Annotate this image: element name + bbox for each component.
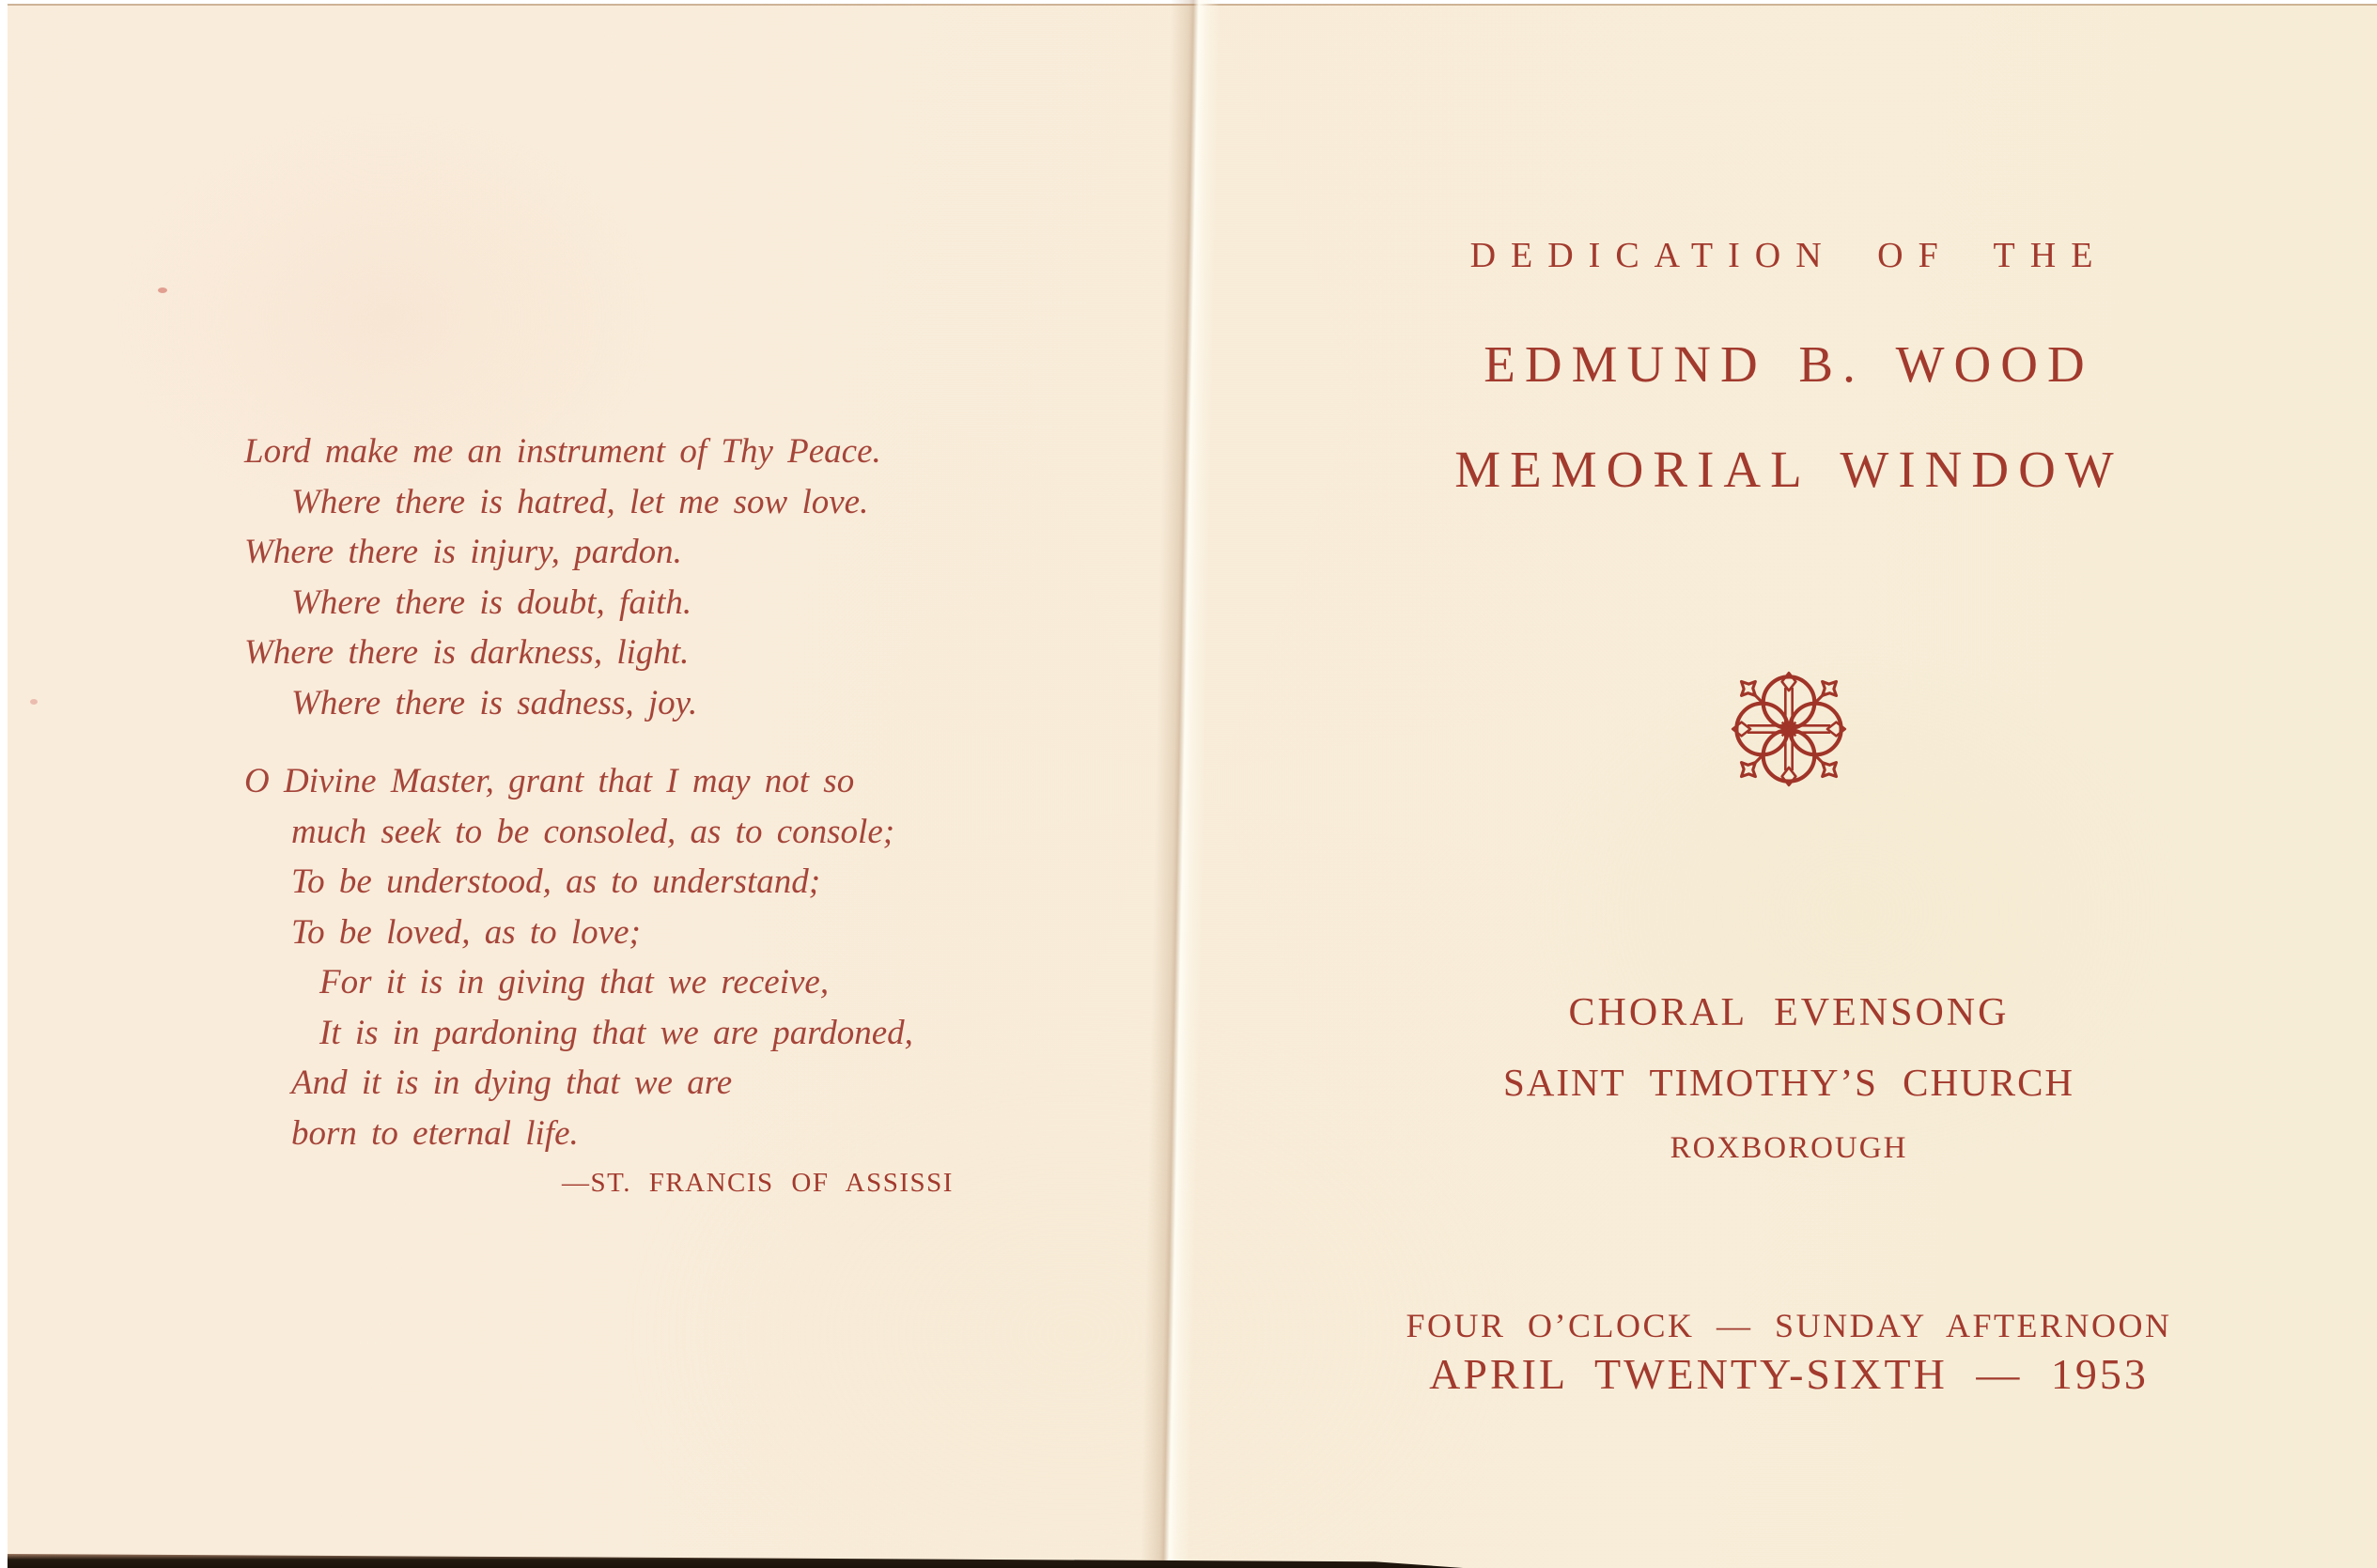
venue-location: ROXBOROUGH	[1670, 1131, 1908, 1165]
poem-line: much seek to be consoled, as to console;	[291, 812, 895, 851]
poem-line: It is in pardoning that we are pardoned,	[319, 1013, 913, 1052]
event-date: APRIL TWENTY-SIXTH — 1953	[1429, 1350, 2149, 1398]
poem-line: Where there is hatred, let me sow love.	[291, 482, 869, 521]
poem-attribution: —ST. FRANCIS OF ASSISSI	[562, 1168, 954, 1198]
event-name: CHORAL EVENSONG	[1568, 991, 2010, 1034]
poem-line: born to eternal life.	[291, 1113, 579, 1153]
poem-line: And it is in dying that we are	[291, 1063, 733, 1102]
st-francis-prayer	[244, 427, 1052, 1199]
poem-line: For it is in giving that we receive,	[319, 963, 830, 1001]
dedication-kicker: DEDICATION OF THE	[1469, 236, 2108, 275]
title-line-2: MEMORIAL WINDOW	[1454, 441, 2123, 498]
poem-line: Where there is sadness, joy.	[291, 683, 698, 722]
poem-stanza-2	[244, 756, 1052, 1158]
poem-line: Where there is darkness, light.	[244, 633, 690, 672]
left-page	[8, 6, 1171, 1568]
poem-line: O Divine Master, grant that I may not so	[244, 762, 855, 800]
cross-ornament-icon	[1710, 650, 1868, 808]
poem-line: To be understood, as to understand;	[291, 862, 821, 901]
paper-sheet	[8, 4, 2377, 1568]
right-page	[1193, 6, 2377, 1568]
event-time: FOUR O’CLOCK — SUNDAY AFTERNOON	[1406, 1307, 2172, 1344]
poem-line: Where there is injury, pardon.	[244, 533, 682, 571]
poem-line: To be loved, as to love;	[291, 912, 641, 952]
poem-stanza-1	[244, 427, 1052, 728]
poem-line: Where there is doubt, faith.	[291, 582, 692, 622]
title-line-1: EDMUND B. WOOD	[1484, 335, 2094, 393]
venue-name: SAINT TIMOTHY’S CHURCH	[1502, 1061, 2075, 1104]
poem-line: Lord make me an instrument of Thy Peace.	[244, 432, 881, 471]
